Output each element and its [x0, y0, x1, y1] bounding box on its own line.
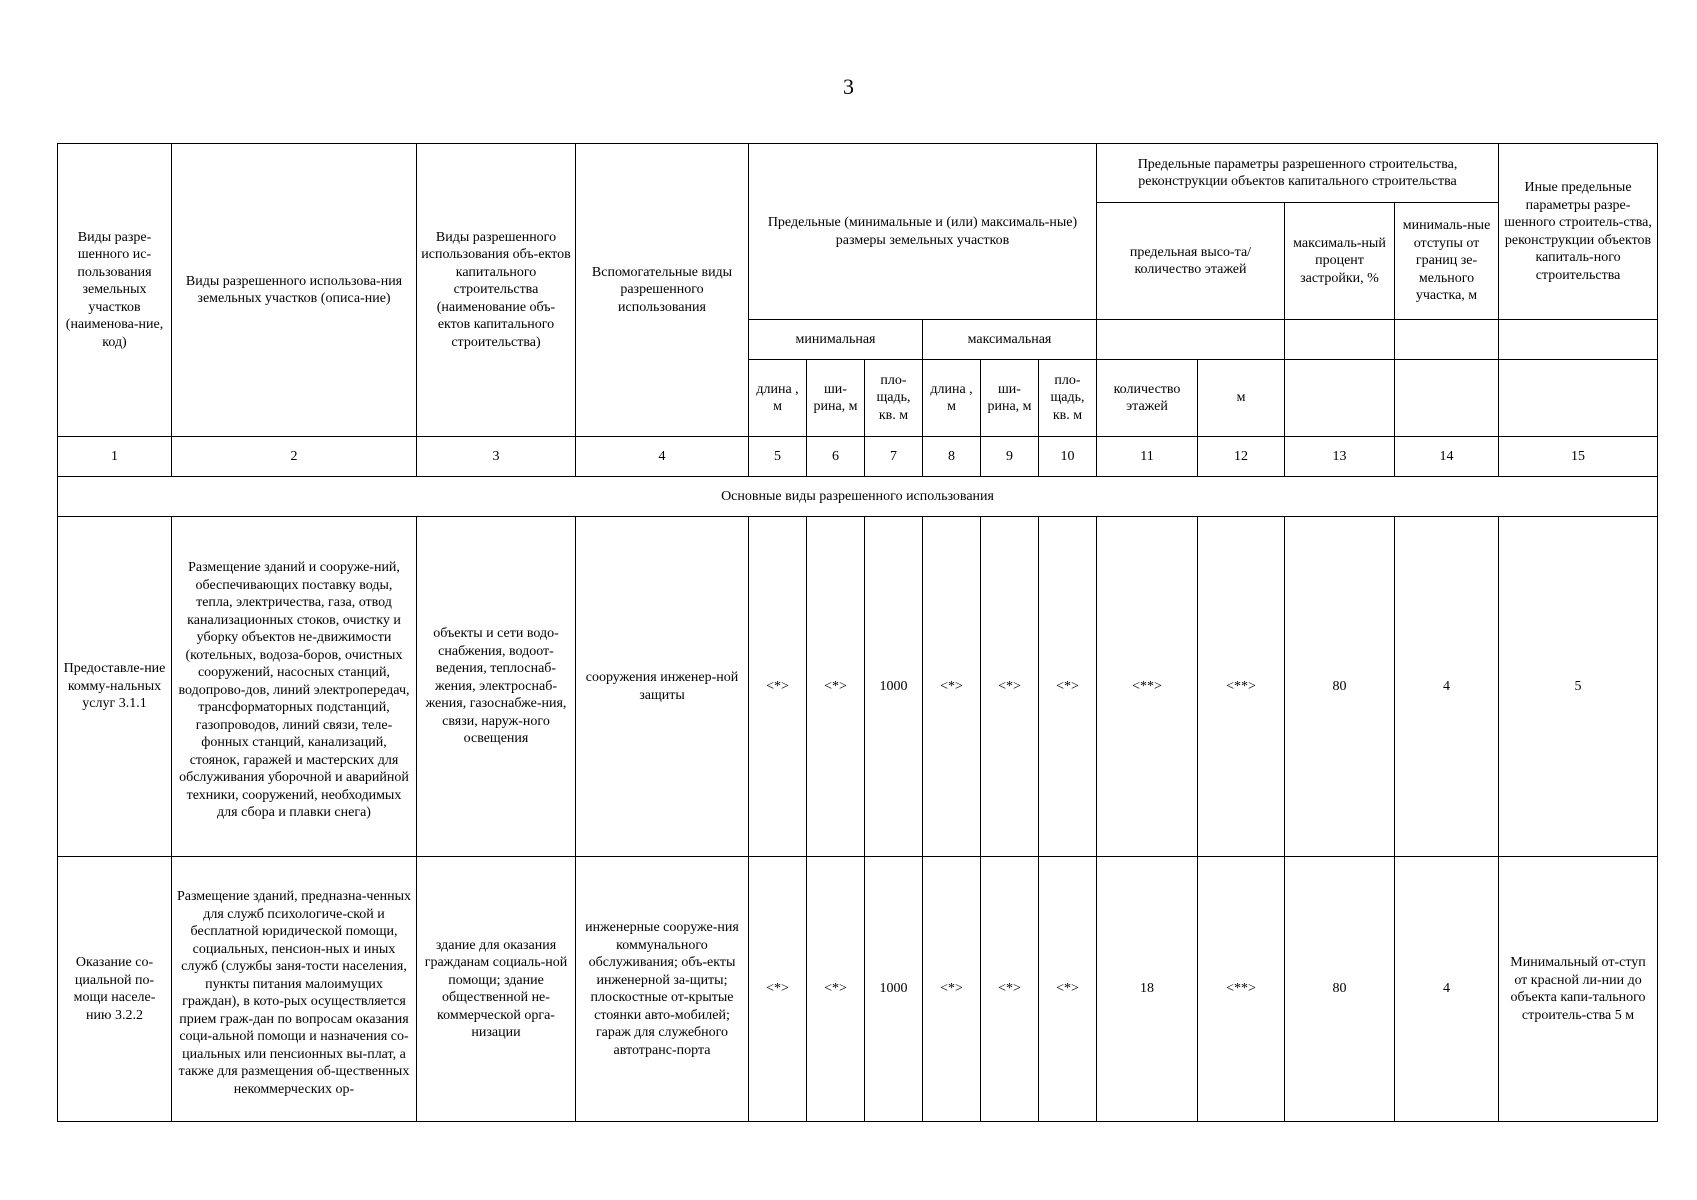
- row-min-setback: 4: [1395, 517, 1499, 857]
- header-empty-14b: [1395, 360, 1499, 437]
- row-min-area: 1000: [865, 857, 923, 1122]
- col-number: 12: [1198, 437, 1285, 477]
- row-auxiliary-uses: инженерные сооруже-ния коммунального обслуживания; объ-екты инженерной за-щиты; плоскостные от-крытые стоянки авто-мобилей; гараж для служебного автотранс-порта: [576, 857, 749, 1122]
- row-max-percent: 80: [1285, 857, 1395, 1122]
- header-use-description: Виды разрешенного использова-ния земельных участков (описа-ние): [172, 144, 417, 437]
- header-min-setback: минималь-ные отступы от границ зе-мельного участка, м: [1402, 218, 1491, 304]
- row-capital-objects: объекты и сети водо-снабжения, водоот-ведения, теплоснаб-жения, электроснаб-жения, газоснабже-ния, связи, наруж-ного освещения: [417, 517, 576, 857]
- row-min-length: <*>: [749, 857, 807, 1122]
- header-empty-11-12: [1097, 320, 1285, 360]
- header-minimal: минимальная: [749, 320, 923, 360]
- header-height: предельная высо-та/количество этажей: [1097, 203, 1285, 319]
- row-min-length: <*>: [749, 517, 807, 857]
- col-number: 9: [981, 437, 1039, 477]
- header-build-params-group: [1097, 144, 1499, 320]
- row-height-m: <**>: [1198, 517, 1285, 857]
- header-min-width: ши-рина, м: [807, 360, 865, 437]
- table-row: [58, 517, 1658, 857]
- row-max-length: <*>: [923, 517, 981, 857]
- col-number: 13: [1285, 437, 1395, 477]
- row-max-width: <*>: [981, 517, 1039, 857]
- col-number: 6: [807, 437, 865, 477]
- header-max-percent: максималь-ный процент застройки, %: [1285, 203, 1395, 319]
- row-use-description: Размещение зданий и сооруже-ний, обеспечивающих поставку воды, тепла, электричества, газа, отвод канализационных стоков, очистку и уборку объектов не-движимости (котельных, водоза-боров, очистных сооружений, насосных станций, водопрово-дов, линий электропередач, трансформаторных подстанций, газопроводов, линий связи, теле-фонных станций, канализаций, стоянок, гаражей и мастерских для обслуживания уборочной и аварийной техники, сооружений, необходимых для сбора и плавки снега): [172, 517, 417, 857]
- header-max-length: длина , м: [923, 360, 981, 437]
- header-min-area: пло-щадь, кв. м: [865, 360, 923, 437]
- header-plot-sizes: Предельные (минимальные и (или) максималь-ные) размеры земельных участков: [749, 144, 1097, 320]
- header-build-params-subrow: [1097, 203, 1498, 319]
- header-meters: м: [1198, 360, 1285, 437]
- row-floors: 18: [1097, 857, 1198, 1122]
- header-other-params: Иные предельные параметры разре-шенного строитель-ства, реконструкции объектов капиталь-ного строительства: [1499, 144, 1658, 320]
- row-auxiliary-uses: сооружения инженер-ной защиты: [576, 517, 749, 857]
- row-max-area: <*>: [1039, 857, 1097, 1122]
- header-min-length: длина , м: [749, 360, 807, 437]
- header-empty-13: [1285, 320, 1395, 360]
- header-auxiliary-uses: Вспомогательные виды разрешенного использования: [576, 144, 749, 437]
- header-empty-14: [1395, 320, 1499, 360]
- col-number: 1: [58, 437, 172, 477]
- col-number: 5: [749, 437, 807, 477]
- row-max-percent: 80: [1285, 517, 1395, 857]
- header-max-width: ши-рина, м: [981, 360, 1039, 437]
- header-empty-13b: [1285, 360, 1395, 437]
- col-number: 4: [576, 437, 749, 477]
- col-number: 14: [1395, 437, 1499, 477]
- row-max-length: <*>: [923, 857, 981, 1122]
- col-number: 8: [923, 437, 981, 477]
- row-min-setback: 4: [1395, 857, 1499, 1122]
- page-number: 3: [843, 74, 854, 99]
- row-other-params: Минимальный от-ступ от красной ли-нии до объекта капи-тального строитель-ства 5 м: [1499, 857, 1658, 1122]
- col-number: 3: [417, 437, 576, 477]
- row-capital-objects: здание для оказания гражданам социаль-ной помощи; здание общественной не-коммерческой орга-низации: [417, 857, 576, 1122]
- header-build-params: Предельные параметры разрешенного строительства, реконструкции объектов капитального строительства: [1097, 144, 1498, 203]
- col-number: 10: [1039, 437, 1097, 477]
- row-use-name: Предоставле-ние комму-нальных услуг 3.1.1: [58, 517, 172, 857]
- row-floors: <**>: [1097, 517, 1198, 857]
- header-permitted-use-name: Виды разре-шенного ис-пользования земельных участков (наименова-ние, код): [58, 144, 172, 437]
- col-number: 15: [1499, 437, 1658, 477]
- col-number: 11: [1097, 437, 1198, 477]
- row-max-width: <*>: [981, 857, 1039, 1122]
- regulations-table-wrapper: [57, 143, 1657, 1121]
- row-max-area: <*>: [1039, 517, 1097, 857]
- table-row: [58, 857, 1658, 1122]
- row-min-area: 1000: [865, 517, 923, 857]
- section-title: Основные виды разрешенного использования: [58, 477, 1658, 517]
- header-empty-15: [1499, 320, 1658, 360]
- header-max-area: пло-щадь, кв. м: [1039, 360, 1097, 437]
- regulations-table: [57, 143, 1658, 1122]
- col-number: 7: [865, 437, 923, 477]
- row-height-m: <**>: [1198, 857, 1285, 1122]
- row-use-name: Оказание со-циальной по-мощи населе-нию 3.2.2: [58, 857, 172, 1122]
- column-numbers-row: [58, 437, 1658, 477]
- header-empty-15b: [1499, 360, 1658, 437]
- row-use-description: Размещение зданий, предназна-ченных для служб психологиче-ской и бесплатной юридической помощи, социальных, пенсион-ных и иных служб (службы заня-тости населения, пункты питания малоимущих граждан), в кото-рых осуществляется прием граж-дан по вопросам оказания соци-альной помощи и назначения со-циальных или пенсионных вы-плат, а также для размещения об-щественных некоммерческих ор-: [172, 857, 417, 1122]
- header-floors: количество этажей: [1097, 360, 1198, 437]
- row-other-params: 5: [1499, 517, 1658, 857]
- header-maximal: максимальная: [923, 320, 1097, 360]
- row-min-width: <*>: [807, 857, 865, 1122]
- header-capital-objects: Виды разрешенного использования объ-ектов капитального строительства (наименование объ-ектов капитального строительства): [417, 144, 576, 437]
- row-min-width: <*>: [807, 517, 865, 857]
- col-number: 2: [172, 437, 417, 477]
